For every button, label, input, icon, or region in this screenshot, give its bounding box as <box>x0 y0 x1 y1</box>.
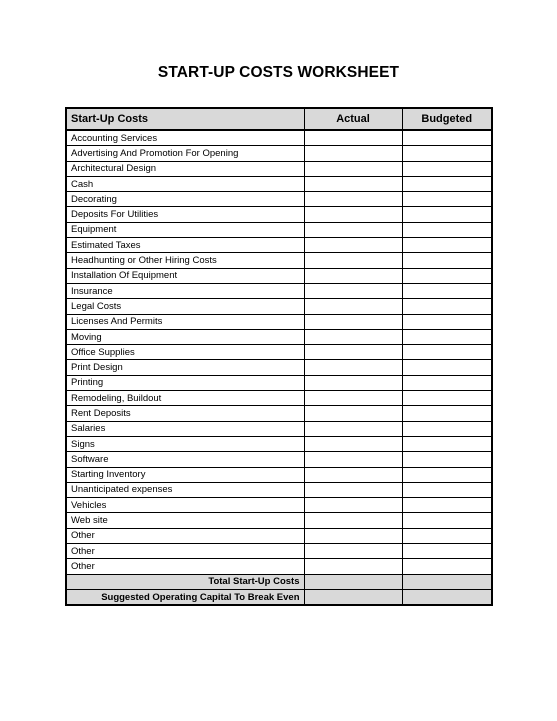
cost-item-label: Moving <box>66 329 304 344</box>
table-row <box>66 161 492 176</box>
cost-item-label: Architectural Design <box>66 161 304 176</box>
table-header-row <box>66 108 492 130</box>
budgeted-cell[interactable] <box>402 467 492 482</box>
table-row <box>66 513 492 528</box>
cost-item-label: Other <box>66 544 304 559</box>
budgeted-cell[interactable] <box>402 329 492 344</box>
budgeted-cell[interactable] <box>402 130 492 146</box>
table-row <box>66 329 492 344</box>
actual-cell[interactable] <box>304 345 402 360</box>
budgeted-cell[interactable] <box>402 207 492 222</box>
total-budgeted-cell[interactable] <box>402 574 492 589</box>
budgeted-cell[interactable] <box>402 345 492 360</box>
actual-cell[interactable] <box>304 421 402 436</box>
budgeted-cell[interactable] <box>402 314 492 329</box>
budgeted-cell[interactable] <box>402 146 492 161</box>
cost-item-label: Deposits For Utilities <box>66 207 304 222</box>
suggested-budgeted-cell[interactable] <box>402 589 492 605</box>
table-row <box>66 406 492 421</box>
actual-cell[interactable] <box>304 391 402 406</box>
budgeted-cell[interactable] <box>402 176 492 191</box>
actual-cell[interactable] <box>304 544 402 559</box>
budgeted-cell[interactable] <box>402 498 492 513</box>
actual-cell[interactable] <box>304 283 402 298</box>
budgeted-cell[interactable] <box>402 283 492 298</box>
table-row <box>66 283 492 298</box>
cost-item-label: Headhunting or Other Hiring Costs <box>66 253 304 268</box>
actual-cell[interactable] <box>304 130 402 146</box>
table-row <box>66 544 492 559</box>
actual-cell[interactable] <box>304 436 402 451</box>
table-row <box>66 528 492 543</box>
cost-item-label: Vehicles <box>66 498 304 513</box>
total-actual-cell[interactable] <box>304 574 402 589</box>
table-row <box>66 559 492 574</box>
suggested-capital-row <box>66 589 492 605</box>
table-row <box>66 391 492 406</box>
total-label: Total Start-Up Costs <box>66 574 304 589</box>
cost-item-label: Decorating <box>66 192 304 207</box>
budgeted-cell[interactable] <box>402 299 492 314</box>
actual-cell[interactable] <box>304 176 402 191</box>
cost-item-label: Estimated Taxes <box>66 238 304 253</box>
cost-item-label: Software <box>66 452 304 467</box>
column-header-actual: Actual <box>304 108 402 130</box>
table-row <box>66 299 492 314</box>
table-body <box>66 130 492 605</box>
cost-item-label: Advertising And Promotion For Opening <box>66 146 304 161</box>
actual-cell[interactable] <box>304 222 402 237</box>
cost-item-label: Remodeling, Buildout <box>66 391 304 406</box>
budgeted-cell[interactable] <box>402 238 492 253</box>
table-row <box>66 498 492 513</box>
actual-cell[interactable] <box>304 528 402 543</box>
table-row <box>66 345 492 360</box>
cost-item-label: Accounting Services <box>66 130 304 146</box>
cost-item-label: Office Supplies <box>66 345 304 360</box>
table-row <box>66 222 492 237</box>
actual-cell[interactable] <box>304 253 402 268</box>
cost-item-label: Unanticipated expenses <box>66 482 304 497</box>
column-header-budgeted: Budgeted <box>402 108 492 130</box>
budgeted-cell[interactable] <box>402 513 492 528</box>
budgeted-cell[interactable] <box>402 222 492 237</box>
cost-item-label: Licenses And Permits <box>66 314 304 329</box>
startup-costs-table <box>65 107 493 606</box>
budgeted-cell[interactable] <box>402 559 492 574</box>
budgeted-cell[interactable] <box>402 253 492 268</box>
actual-cell[interactable] <box>304 467 402 482</box>
actual-cell[interactable] <box>304 498 402 513</box>
actual-cell[interactable] <box>304 406 402 421</box>
budgeted-cell[interactable] <box>402 436 492 451</box>
cost-item-label: Installation Of Equipment <box>66 268 304 283</box>
actual-cell[interactable] <box>304 329 402 344</box>
actual-cell[interactable] <box>304 192 402 207</box>
actual-cell[interactable] <box>304 268 402 283</box>
actual-cell[interactable] <box>304 238 402 253</box>
actual-cell[interactable] <box>304 360 402 375</box>
table-row <box>66 146 492 161</box>
table-row <box>66 268 492 283</box>
cost-item-label: Signs <box>66 436 304 451</box>
table-row <box>66 482 492 497</box>
cost-item-label: Legal Costs <box>66 299 304 314</box>
table-row <box>66 360 492 375</box>
budgeted-cell[interactable] <box>402 161 492 176</box>
table-row <box>66 238 492 253</box>
table-row <box>66 130 492 146</box>
cost-item-label: Printing <box>66 375 304 390</box>
cost-item-label: Salaries <box>66 421 304 436</box>
worksheet-title: START-UP COSTS WORKSHEET <box>157 64 400 81</box>
actual-cell[interactable] <box>304 314 402 329</box>
budgeted-cell[interactable] <box>402 528 492 543</box>
table-row <box>66 176 492 191</box>
table-row <box>66 192 492 207</box>
budgeted-cell[interactable] <box>402 375 492 390</box>
budgeted-cell[interactable] <box>402 268 492 283</box>
table-row <box>66 207 492 222</box>
actual-cell[interactable] <box>304 559 402 574</box>
actual-cell[interactable] <box>304 161 402 176</box>
budgeted-cell[interactable] <box>402 544 492 559</box>
actual-cell[interactable] <box>304 482 402 497</box>
actual-cell[interactable] <box>304 513 402 528</box>
table-row <box>66 314 492 329</box>
cost-item-label: Other <box>66 559 304 574</box>
table-row <box>66 375 492 390</box>
budgeted-cell[interactable] <box>402 482 492 497</box>
actual-cell[interactable] <box>304 207 402 222</box>
cost-item-label: Insurance <box>66 283 304 298</box>
cost-item-label: Print Design <box>66 360 304 375</box>
budgeted-cell[interactable] <box>402 421 492 436</box>
cost-item-label: Other <box>66 528 304 543</box>
budgeted-cell[interactable] <box>402 452 492 467</box>
actual-cell[interactable] <box>304 299 402 314</box>
suggested-capital-label: Suggested Operating Capital To Break Even <box>66 589 304 605</box>
cost-item-label: Cash <box>66 176 304 191</box>
table-row <box>66 452 492 467</box>
budgeted-cell[interactable] <box>402 360 492 375</box>
total-row <box>66 574 492 589</box>
actual-cell[interactable] <box>304 452 402 467</box>
budgeted-cell[interactable] <box>402 406 492 421</box>
table-row <box>66 467 492 482</box>
budgeted-cell[interactable] <box>402 192 492 207</box>
budgeted-cell[interactable] <box>402 391 492 406</box>
column-header-startup-costs: Start-Up Costs <box>66 108 304 130</box>
actual-cell[interactable] <box>304 375 402 390</box>
table-row <box>66 253 492 268</box>
cost-item-label: Equipment <box>66 222 304 237</box>
suggested-actual-cell[interactable] <box>304 589 402 605</box>
table-row <box>66 436 492 451</box>
table-row <box>66 421 492 436</box>
actual-cell[interactable] <box>304 146 402 161</box>
cost-item-label: Starting Inventory <box>66 467 304 482</box>
cost-item-label: Web site <box>66 513 304 528</box>
cost-item-label: Rent Deposits <box>66 406 304 421</box>
